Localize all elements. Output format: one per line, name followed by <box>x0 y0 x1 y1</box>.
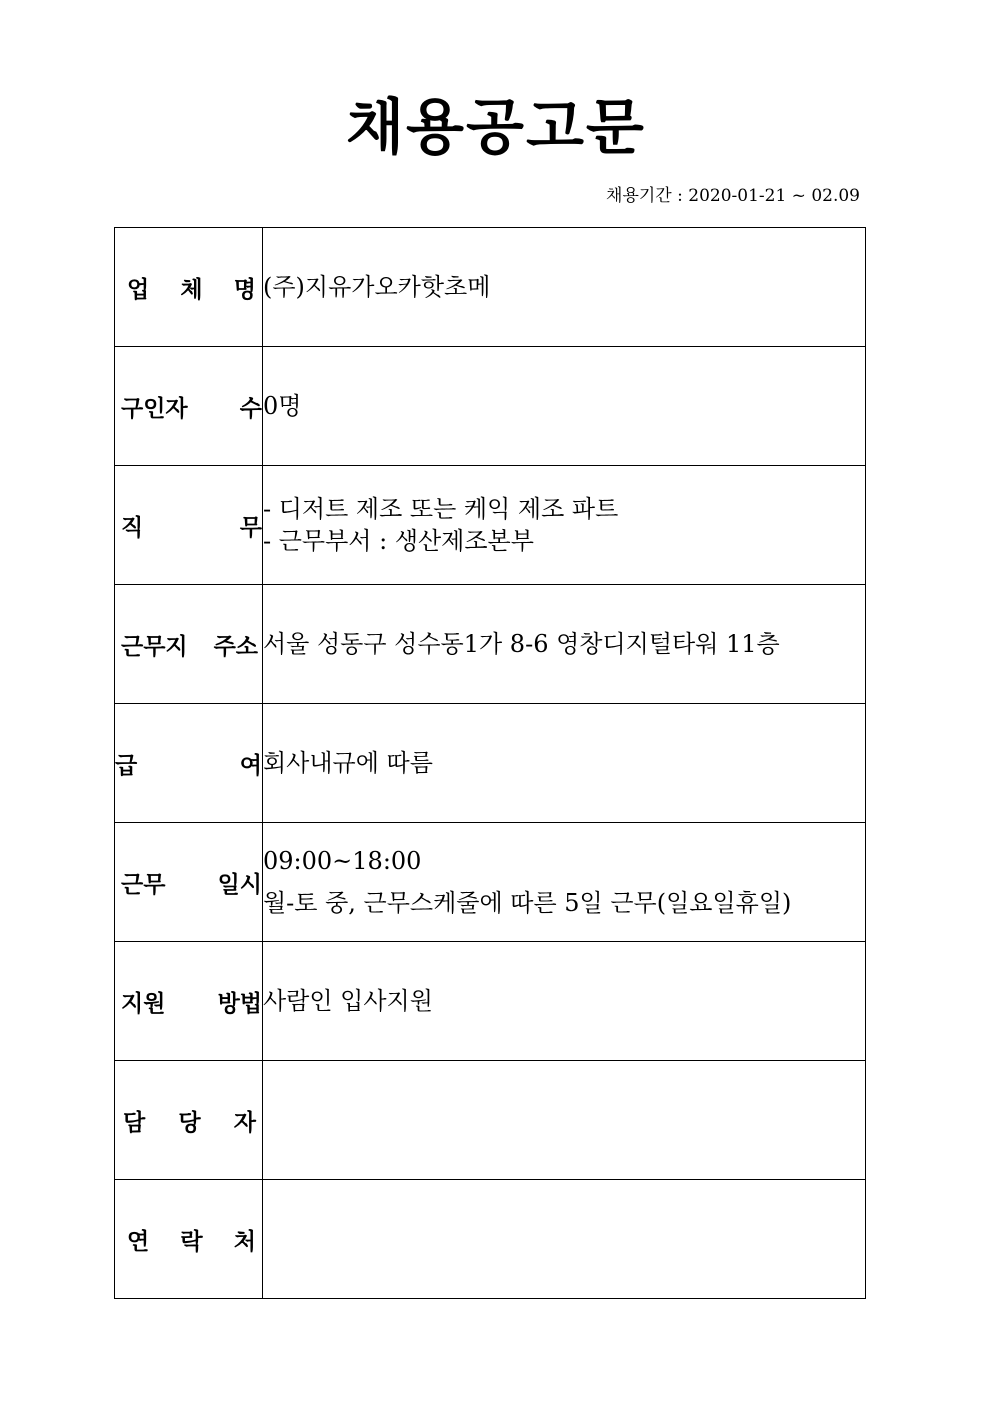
label-part: 여 <box>239 752 262 779</box>
value-manager <box>263 1061 866 1180</box>
job-posting-table <box>114 227 866 1299</box>
value-line: - 디저트 제조 또는 케익 제조 파트 <box>263 495 619 523</box>
label-part: 직 <box>121 514 144 541</box>
value-headcount <box>263 347 866 466</box>
label-part: 일시 <box>217 871 262 898</box>
value-company <box>263 228 866 347</box>
table-row-company <box>115 228 866 347</box>
value-line: - 근무부서 : 생산제조본부 <box>263 527 534 555</box>
label-salary <box>115 704 263 823</box>
table-row-hours <box>115 823 866 942</box>
label-part: 근무지 <box>121 633 188 660</box>
label-part: 지원 <box>121 990 166 1017</box>
label-part: 수 <box>239 395 262 422</box>
label-part: 명 <box>233 276 256 303</box>
document-title: 채용공고문 <box>346 93 646 163</box>
label-part: 구인자 <box>121 395 188 422</box>
label-part: 근무 <box>121 871 166 898</box>
label-part: 담 <box>123 1109 146 1136</box>
label-part: 무 <box>239 514 262 541</box>
label-part: 처 <box>233 1228 256 1255</box>
table-row-duty <box>115 466 866 585</box>
value-apply <box>263 942 866 1061</box>
table-row-address <box>115 585 866 704</box>
label-headcount <box>115 347 263 466</box>
table-row-salary <box>115 704 866 823</box>
table-row-apply <box>115 942 866 1061</box>
label-part: 체 <box>180 276 203 303</box>
value-line: 사람인 입사지원 <box>263 987 433 1015</box>
label-part: 방법 <box>217 990 262 1017</box>
value-line: (주)지유가오카핫초메 <box>263 273 491 301</box>
label-part: 업 <box>127 276 150 303</box>
label-hours <box>115 823 263 942</box>
table-row-contact <box>115 1180 866 1299</box>
value-line: 회사내규에 따름 <box>263 749 433 777</box>
label-part: 주소 <box>213 633 258 660</box>
label-contact <box>115 1180 263 1299</box>
table-row-headcount <box>115 347 866 466</box>
label-address <box>115 585 263 704</box>
label-part: 락 <box>180 1228 203 1255</box>
label-part: 연 <box>127 1228 150 1255</box>
label-part: 자 <box>233 1109 256 1136</box>
value-duty <box>263 466 866 585</box>
label-duty <box>115 466 263 585</box>
recruitment-period: 채용기간 : 2020-01-21 ~ 02.09 <box>606 186 860 206</box>
table-row-manager <box>115 1061 866 1180</box>
value-line: 09:00~18:00 <box>263 847 422 875</box>
value-salary <box>263 704 866 823</box>
value-hours <box>263 823 866 942</box>
label-apply <box>115 942 263 1061</box>
label-part: 당 <box>178 1109 201 1136</box>
value-address <box>263 585 866 704</box>
value-contact <box>263 1180 866 1299</box>
label-manager <box>115 1061 263 1180</box>
value-line: 0명 <box>263 392 302 420</box>
label-company <box>115 228 263 347</box>
label-part: 급 <box>115 752 138 779</box>
value-line: 월-토 중, 근무스케줄에 따른 5일 근무(일요일휴일) <box>263 889 792 917</box>
value-line: 서울 성동구 성수동1가 8-6 영창디지털타워 11층 <box>263 630 780 658</box>
